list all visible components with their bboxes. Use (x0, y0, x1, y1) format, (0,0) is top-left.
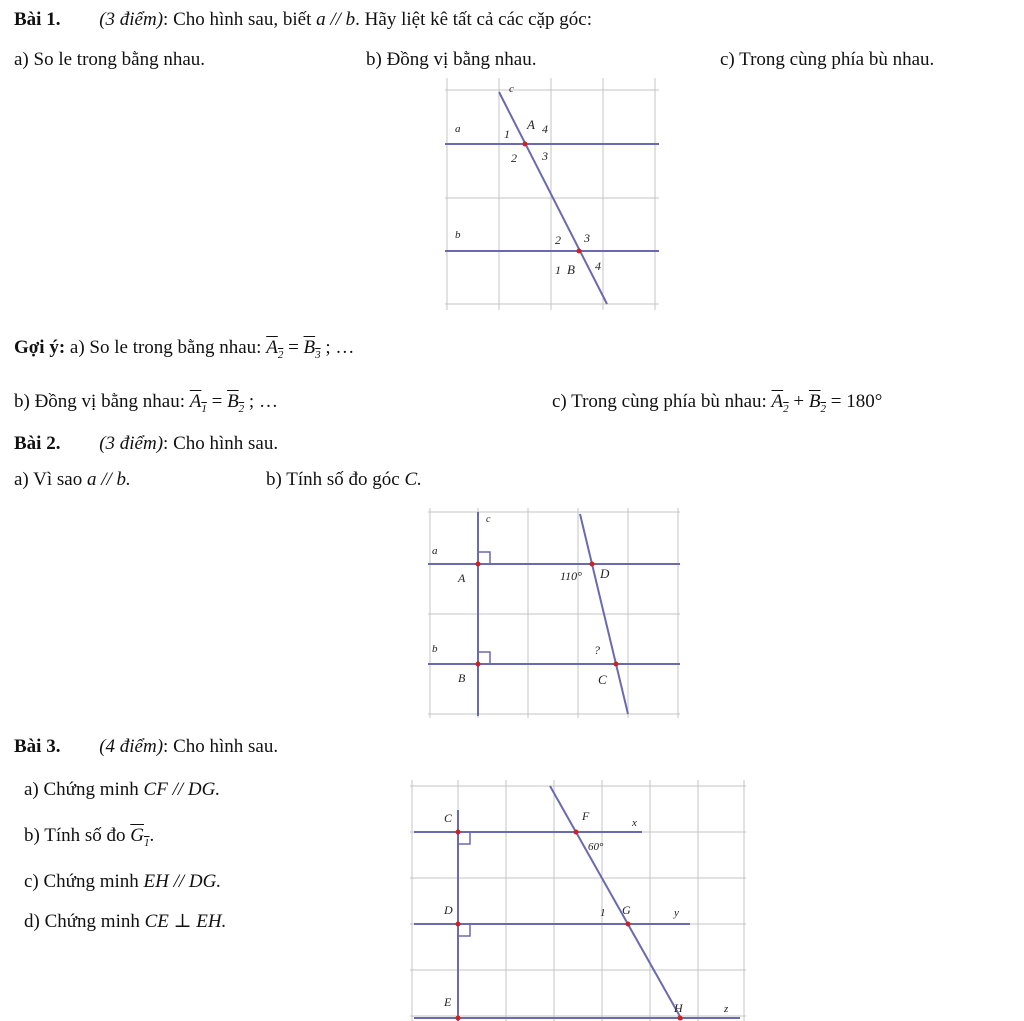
point-A (523, 142, 528, 147)
hint-c-end: = 180° (830, 391, 883, 412)
bai3-question-c (24, 872, 221, 891)
angle-60: 60° (588, 841, 604, 853)
bai2-question-a (14, 470, 131, 489)
right-angle-A (478, 552, 490, 564)
bai3-prompt: : Cho hình sau. (163, 736, 279, 757)
bai2-question-b (266, 470, 422, 489)
bai1-hint-c (552, 392, 882, 415)
bai3-grid (410, 780, 746, 1021)
line-FH (550, 786, 682, 1020)
hint-label: Gợi ý: (14, 337, 66, 358)
bai3-d-text: d) Chứng minh (24, 911, 140, 932)
point-D (456, 922, 461, 927)
label-G: G (622, 903, 631, 917)
bai3-heading: Bài 3. (14, 736, 61, 757)
angle-B3: 3 (584, 231, 590, 245)
point-H (678, 1016, 683, 1021)
hint-a-B-sub: 3 (315, 348, 321, 361)
bai1-figure (445, 78, 665, 310)
label-B: B (567, 262, 575, 277)
bai1-hint-b (14, 392, 278, 415)
bai3-angle-G1 (130, 825, 150, 849)
bai3-question-d (24, 912, 226, 931)
hint-c-B: B (808, 391, 821, 412)
hint-b-A-sub: 1 (201, 402, 207, 415)
bai1-question-a: a) So le trong bằng nhau. (14, 49, 206, 70)
bai1-prompt-end: . Hãy liệt kê tất cả các cặp góc: (355, 9, 593, 30)
hint-a-eq: = (288, 337, 299, 358)
right-angle-D (458, 924, 470, 936)
bai2-prompt: : Cho hình sau. (163, 433, 279, 454)
angle-G1: 1 (600, 907, 606, 919)
hint-b-A: A (189, 391, 202, 412)
hint-c-text: c) Trong cùng phía bù nhau: (552, 391, 767, 412)
hint-b-B-sub: 2 (238, 402, 245, 415)
bai2-title-line (14, 434, 278, 453)
point-C (456, 830, 461, 835)
bai1-hint-a (14, 338, 354, 361)
hint-a-A: A (266, 337, 278, 358)
label-a: a (455, 123, 461, 135)
bai3-question-b (24, 826, 154, 849)
unknown-angle: ? (594, 643, 600, 657)
angle-A3: 3 (542, 149, 548, 163)
angle-A2: 2 (511, 151, 517, 165)
point-D (590, 562, 595, 567)
hint-c-A: A (771, 391, 784, 412)
bai3-c-text: c) Chứng minh (24, 871, 139, 892)
bai3-G: G (130, 825, 144, 846)
label-y: y (674, 907, 679, 919)
hint-c-plus: + (793, 391, 805, 412)
bai3-a-expr: CF // DG. (143, 779, 221, 800)
hint-b-end: ; … (248, 391, 278, 412)
angle-B2: 2 (555, 233, 561, 247)
label-x: x (632, 817, 637, 829)
angle-B1: 1 (555, 263, 561, 277)
label-z: z (724, 1003, 729, 1015)
label-A: A (527, 117, 535, 132)
hint-a-angle-B3 (303, 337, 321, 361)
bai2-figure (428, 508, 684, 718)
right-angle-C (458, 832, 470, 844)
point-B (577, 249, 582, 254)
label-F: F (582, 809, 590, 823)
point-A (476, 562, 481, 567)
bai2-heading: Bài 2. (14, 433, 61, 454)
bai1-given: a // b (316, 9, 356, 30)
bai3-d-expr: CE ⊥ EH. (144, 911, 227, 932)
hint-b-B: B (227, 391, 239, 412)
hint-b-text: b) Đồng vị bằng nhau: (14, 391, 185, 412)
hint-a-end: ; … (325, 337, 355, 358)
bai3-points: (4 điểm) (99, 736, 164, 757)
bai2-b-text: b) Tính số đo góc (266, 469, 400, 490)
hint-b-angle-B2 (227, 391, 245, 415)
angle-A1: 1 (504, 127, 510, 141)
hint-c-B-sub: 2 (820, 402, 826, 415)
hint-b-angle-A1 (189, 391, 207, 415)
label-E: E (444, 995, 452, 1009)
label-C: C (444, 811, 453, 825)
label-c: c (509, 83, 514, 95)
bai1-title-line (14, 10, 592, 29)
label-C: C (598, 672, 607, 687)
label-A: A (458, 571, 466, 585)
label-a: a (432, 545, 438, 557)
point-G (626, 922, 631, 927)
hint-b-eq: = (211, 391, 223, 412)
bai1-question-c: c) Trong cùng phía bù nhau. (720, 49, 935, 70)
bai3-b-end: . (149, 825, 155, 846)
bai1-prompt: : Cho hình sau, biết (163, 9, 317, 30)
bai2-grid (428, 508, 680, 718)
label-c: c (486, 514, 491, 525)
hint-a-angle-A2 (266, 337, 284, 361)
bai2-points: (3 điểm) (99, 433, 164, 454)
bai3-question-a (24, 780, 220, 799)
bai2-b-expr: C. (404, 469, 422, 490)
label-B: B (458, 671, 466, 685)
bai2-a-text: a) Vì sao (14, 469, 83, 490)
bai3-title-line (14, 737, 278, 756)
bai3-G-sub: 1 (144, 836, 150, 849)
angle-A4: 4 (542, 122, 548, 136)
hint-a-A-sub: 2 (277, 348, 284, 361)
hint-c-A-sub: 2 (783, 402, 789, 415)
bai3-c-expr: EH // DG. (143, 871, 222, 892)
hint-a-B: B (303, 337, 316, 358)
point-F (574, 830, 579, 835)
point-B (476, 662, 481, 667)
label-D: D (600, 566, 610, 581)
angle-110: 110° (560, 569, 582, 583)
angle-B4: 4 (595, 259, 601, 273)
bai3-a-text: a) Chứng minh (24, 779, 139, 800)
bai3-b-text: b) Tính số đo (24, 825, 126, 846)
right-angle-B (478, 652, 490, 664)
bai2-a-expr: a // b. (87, 469, 131, 490)
label-H: H (674, 1001, 683, 1015)
point-C (614, 662, 619, 667)
point-E (456, 1016, 461, 1021)
bai1-question-b: b) Đồng vị bằng nhau. (366, 49, 537, 70)
bai3-figure (410, 780, 750, 1021)
hint-a-text: a) So le trong bằng nhau: (69, 337, 262, 358)
hint-c-angle-B2 (808, 391, 826, 415)
bai1-points: (3 điểm) (99, 9, 164, 30)
bai1-heading: Bài 1. (14, 9, 61, 30)
label-b: b (432, 643, 438, 655)
hint-c-angle-A2 (771, 391, 789, 415)
label-b: b (455, 229, 461, 241)
label-D: D (444, 903, 453, 917)
